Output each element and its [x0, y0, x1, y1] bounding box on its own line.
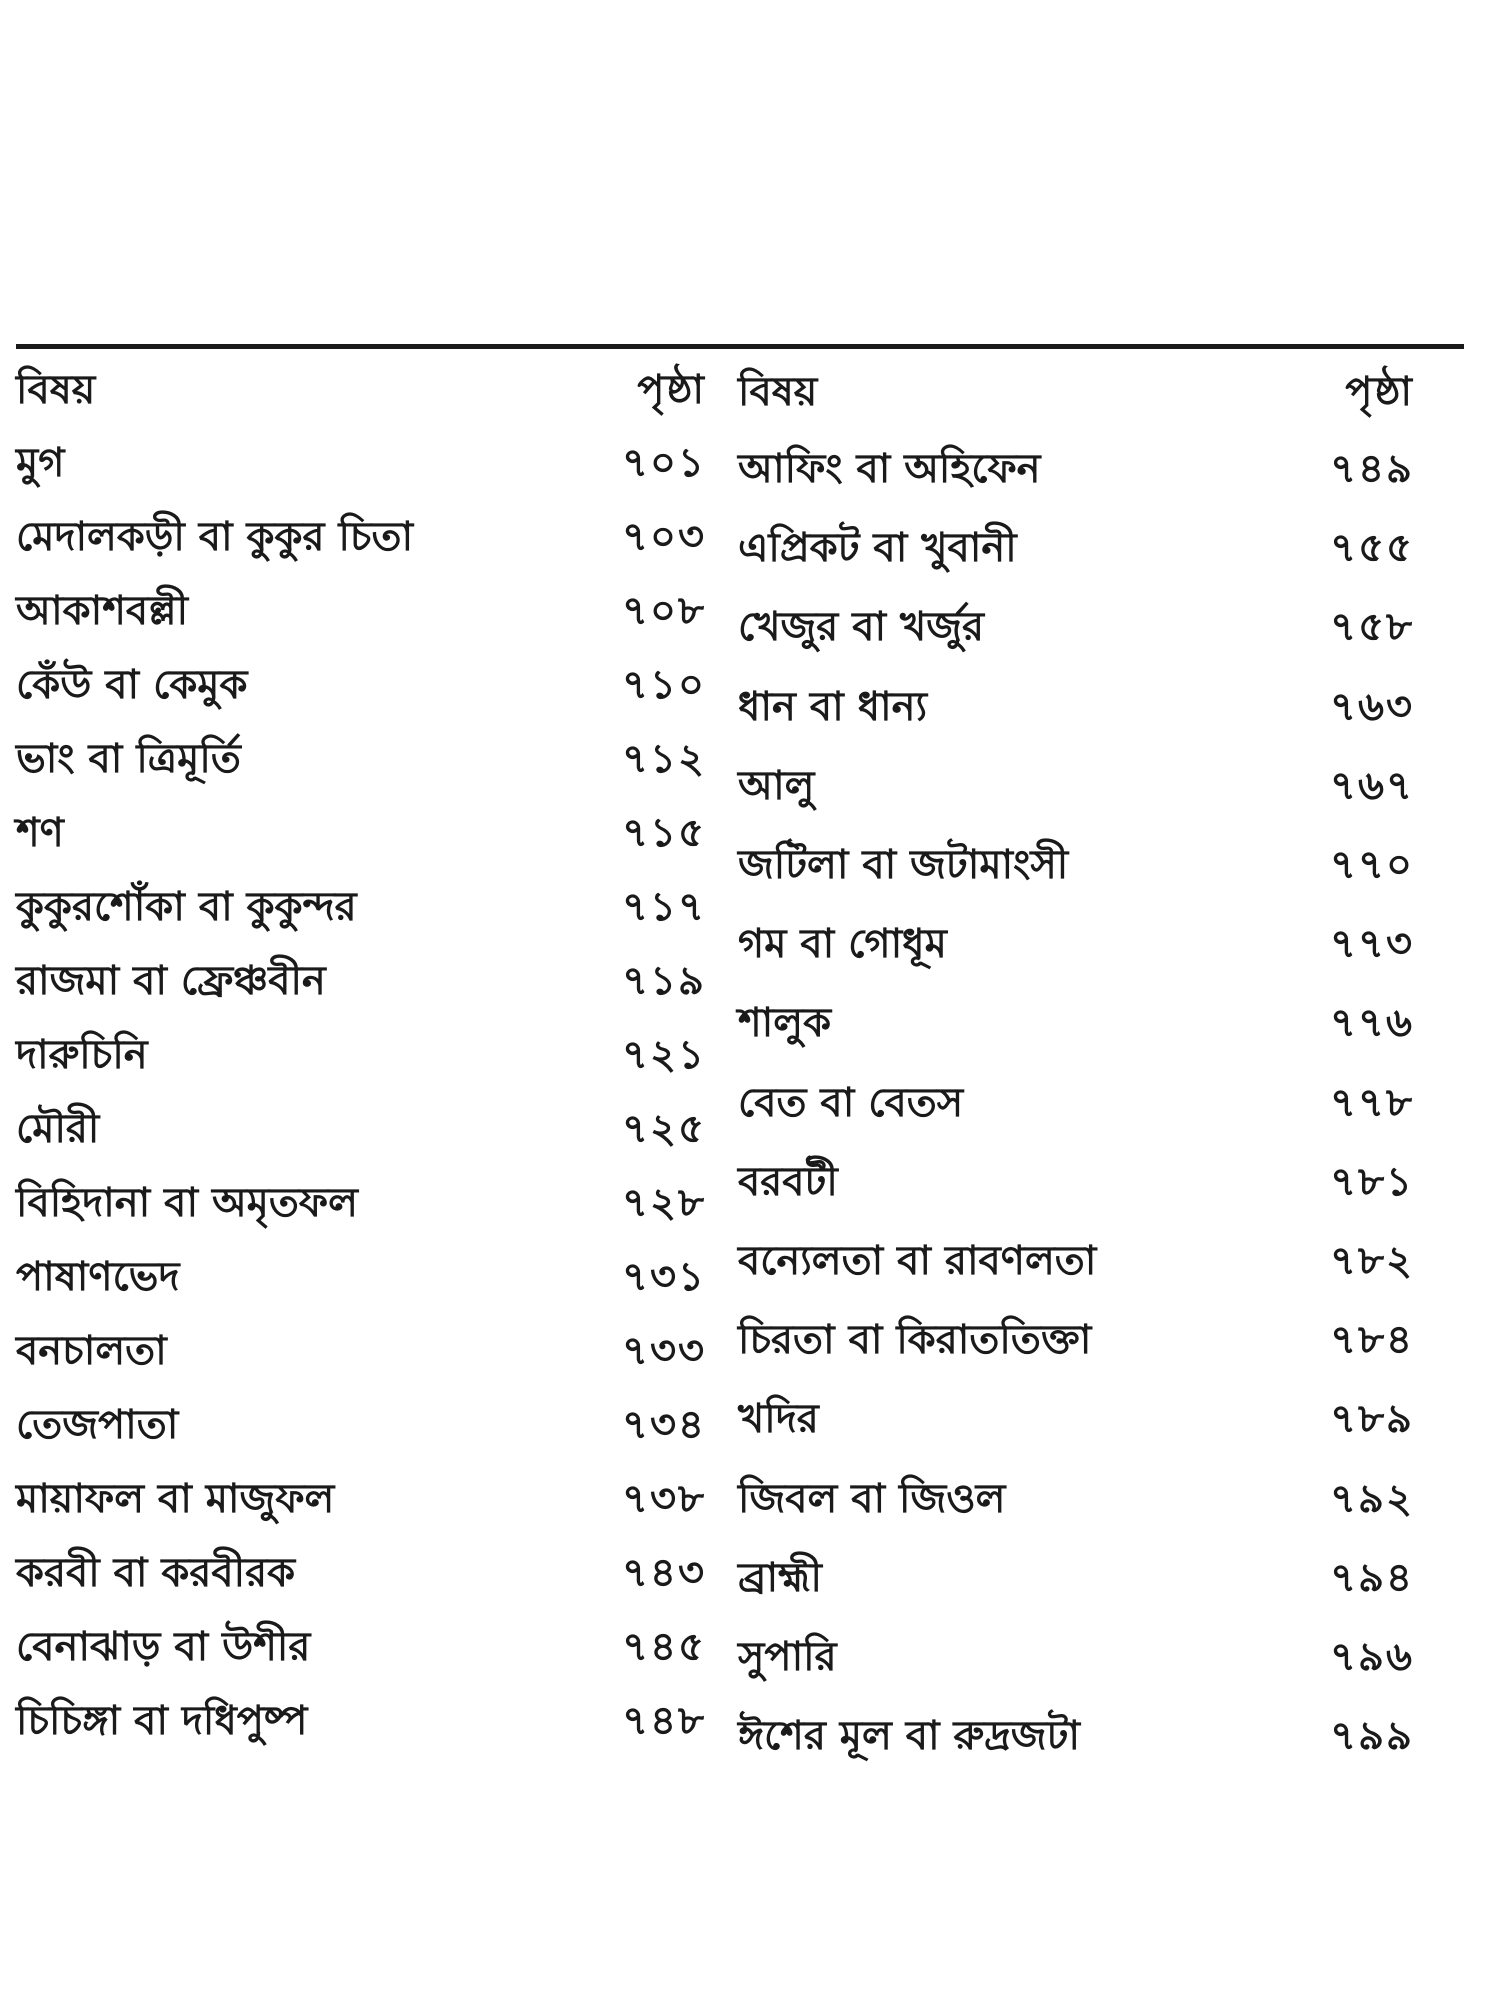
toc-entry [16, 1241, 706, 1315]
toc-entry [738, 510, 1428, 589]
toc-entry-title: এপ্রিকট বা খুবানী [738, 525, 1017, 572]
toc-entry [16, 427, 706, 501]
toc-entry-page: ৭৯৯ [1330, 1713, 1414, 1760]
toc-entry [16, 1167, 706, 1241]
toc-entry [738, 1698, 1428, 1777]
toc-entry [16, 575, 706, 649]
toc-entry-page: ৭৬৭ [1329, 762, 1414, 809]
toc-entry-page: ৭৯২ [1330, 1475, 1414, 1522]
page-heading: পৃষ্ঠা [1345, 368, 1414, 415]
toc-entry-title: করবী বা করবীরক [16, 1549, 296, 1596]
toc-entry [738, 1302, 1428, 1381]
toc-entry-title: শালুক [738, 1000, 832, 1047]
toc-entry [16, 1093, 706, 1167]
toc-entry-title: খদির [738, 1396, 819, 1443]
toc-entry-page: ৭১০ [622, 661, 706, 708]
toc-entry [16, 649, 706, 723]
toc-entry-title: রাজমা বা ফ্রেঞ্চবীন [16, 957, 326, 1004]
toc-entry-title: আকাশবল্লী [16, 587, 189, 634]
toc-entry-page: ৭১৫ [622, 809, 706, 856]
toc-header-left [16, 355, 706, 427]
toc-entry-title: মায়াফল বা মাজুফল [16, 1475, 335, 1522]
subject-heading: বিষয় [738, 368, 818, 415]
toc-entry-page: ৭৮৪ [1330, 1317, 1414, 1364]
toc-entry [738, 589, 1428, 668]
toc-entry [16, 797, 706, 871]
toc-entry [16, 1685, 706, 1759]
toc-entry-title: বন্যেলতা বা রাবণলতা [738, 1237, 1097, 1284]
toc-entry [738, 1619, 1428, 1698]
toc-entry-page: ৭১২ [622, 735, 706, 782]
toc-entry [738, 985, 1428, 1064]
toc-entry-title: মুগ [16, 439, 65, 486]
toc-entry-title: খেজুর বা খর্জুর [738, 604, 985, 651]
toc-entry-page: ৭৩৩ [621, 1327, 706, 1374]
toc-entry-page: ৭৮২ [1330, 1237, 1414, 1284]
toc-entry [16, 1463, 706, 1537]
toc-entry-title: আলু [738, 762, 815, 809]
toc-entry-title: তেজপাতা [16, 1401, 179, 1448]
toc-entry-title: কুকুরশোঁকা বা কুকুন্দর [16, 883, 357, 930]
toc-entry-title: দারুচিনি [16, 1031, 148, 1078]
toc-entry [16, 1389, 706, 1463]
toc-entry [738, 1065, 1428, 1144]
toc-entry-title: জিবল বা জিওল [738, 1475, 1006, 1522]
toc-entry-page: ৭২৮ [622, 1179, 706, 1226]
toc-entry [738, 1144, 1428, 1223]
toc-entry-title: বেনাঝাড় বা উশীর [16, 1623, 311, 1670]
toc-entry-page: ৭৪৯ [1330, 446, 1414, 493]
toc-entry [738, 431, 1428, 510]
toc-entry-page: ৭৪৮ [622, 1697, 706, 1744]
toc-entry-title: ধান বা ধান্য [738, 683, 928, 730]
toc-entry-page: ৭১৭ [622, 883, 706, 930]
toc-entry-title: পাষাণভেদ [16, 1253, 180, 1300]
toc-entry [16, 501, 706, 575]
toc-entry [738, 827, 1428, 906]
toc-entry [16, 1315, 706, 1389]
toc-entry-page: ৭১৯ [622, 957, 706, 1004]
toc-entry-page: ৭৩৪ [622, 1401, 706, 1448]
toc-entry-page: ৭৯৬ [1330, 1633, 1414, 1680]
toc-entry-title: বরবটী [738, 1158, 838, 1205]
toc-entry-title: মৌরী [16, 1105, 100, 1152]
toc-entry [16, 1537, 706, 1611]
toc-column-right [738, 355, 1428, 1777]
toc-entry-title: চিরতা বা কিরাততিক্তা [738, 1317, 1092, 1364]
toc-entry-page: ৭৭৮ [1330, 1079, 1414, 1126]
page-heading: পৃষ্ঠা [637, 366, 706, 413]
toc-entry [738, 669, 1428, 748]
toc-entry-title: ঈশের মূল বা রুদ্রজটা [738, 1713, 1080, 1760]
toc-entry-title: আফিং বা অহিফেন [738, 446, 1041, 493]
toc-entry-title: মেদালকড়ী বা কুকুর চিতা [16, 513, 414, 560]
top-rule [16, 344, 1464, 349]
toc-entry-page: ৭৪৫ [622, 1623, 706, 1670]
toc-entry [738, 748, 1428, 827]
toc-entry-page: ৭০১ [622, 439, 706, 486]
toc-entry-page: ৭০৮ [622, 587, 706, 634]
toc-entry-page: ৭০৩ [621, 513, 706, 560]
toc-header-right [738, 355, 1428, 431]
toc-entry-page: ৭৮৯ [1330, 1396, 1414, 1443]
toc-entry-page: ৭২১ [622, 1031, 706, 1078]
toc-entry-page: ৭৬৩ [1329, 683, 1414, 730]
toc-entry-title: ব্রাহ্মী [738, 1554, 823, 1601]
toc-entry-page: ৭৭০ [1329, 842, 1414, 889]
toc-entry [738, 1223, 1428, 1302]
toc-entry-title: কেঁউ বা কেমুক [16, 661, 248, 708]
toc-entry-title: চিচিঙ্গা বা দধিপুষ্প [16, 1697, 308, 1744]
toc-list-left [16, 427, 706, 1759]
toc-entry [738, 1540, 1428, 1619]
toc-entry-title: শণ [16, 809, 64, 856]
toc-entry-page: ৭৭৩ [1329, 921, 1414, 968]
toc-entry-title: বিহিদানা বা অমৃতফল [16, 1179, 358, 1226]
toc-entry-page: ৭৪৩ [622, 1549, 706, 1596]
toc-entry [738, 1460, 1428, 1539]
toc-entry-title: বনচালতা [16, 1327, 167, 1374]
toc-entry [738, 906, 1428, 985]
toc-list-right [738, 431, 1428, 1777]
toc-entry [16, 945, 706, 1019]
toc-entry-page: ৭৩১ [622, 1253, 706, 1300]
toc-entry-page: ৭৫৫ [1330, 525, 1414, 572]
toc-entry-page: ৭৩৮ [622, 1475, 706, 1522]
toc-entry-page: ৭৭৬ [1329, 1000, 1414, 1047]
toc-entry [16, 1019, 706, 1093]
toc-entry [16, 1611, 706, 1685]
toc-entry [16, 723, 706, 797]
toc-entry-page: ৭৮১ [1330, 1158, 1414, 1205]
toc-column-left [16, 355, 706, 1759]
subject-heading: বিষয় [16, 366, 96, 413]
toc-entry-title: ভাং বা ত্রিমূর্তি [16, 735, 241, 782]
toc-entry-page: ৭৯৪ [1330, 1554, 1414, 1601]
toc-entry-page: ৭৫৮ [1330, 604, 1414, 651]
toc-entry [16, 871, 706, 945]
toc-entry-title: গম বা গোধূম [738, 921, 947, 968]
toc-entry-title: সুপারি [738, 1633, 837, 1680]
toc-entry-title: বেত বা বেতস [738, 1079, 964, 1126]
toc-entry-title: জটিলা বা জটামাংসী [738, 842, 1069, 889]
toc-entry-page: ৭২৫ [622, 1105, 706, 1152]
toc-entry [738, 1381, 1428, 1460]
